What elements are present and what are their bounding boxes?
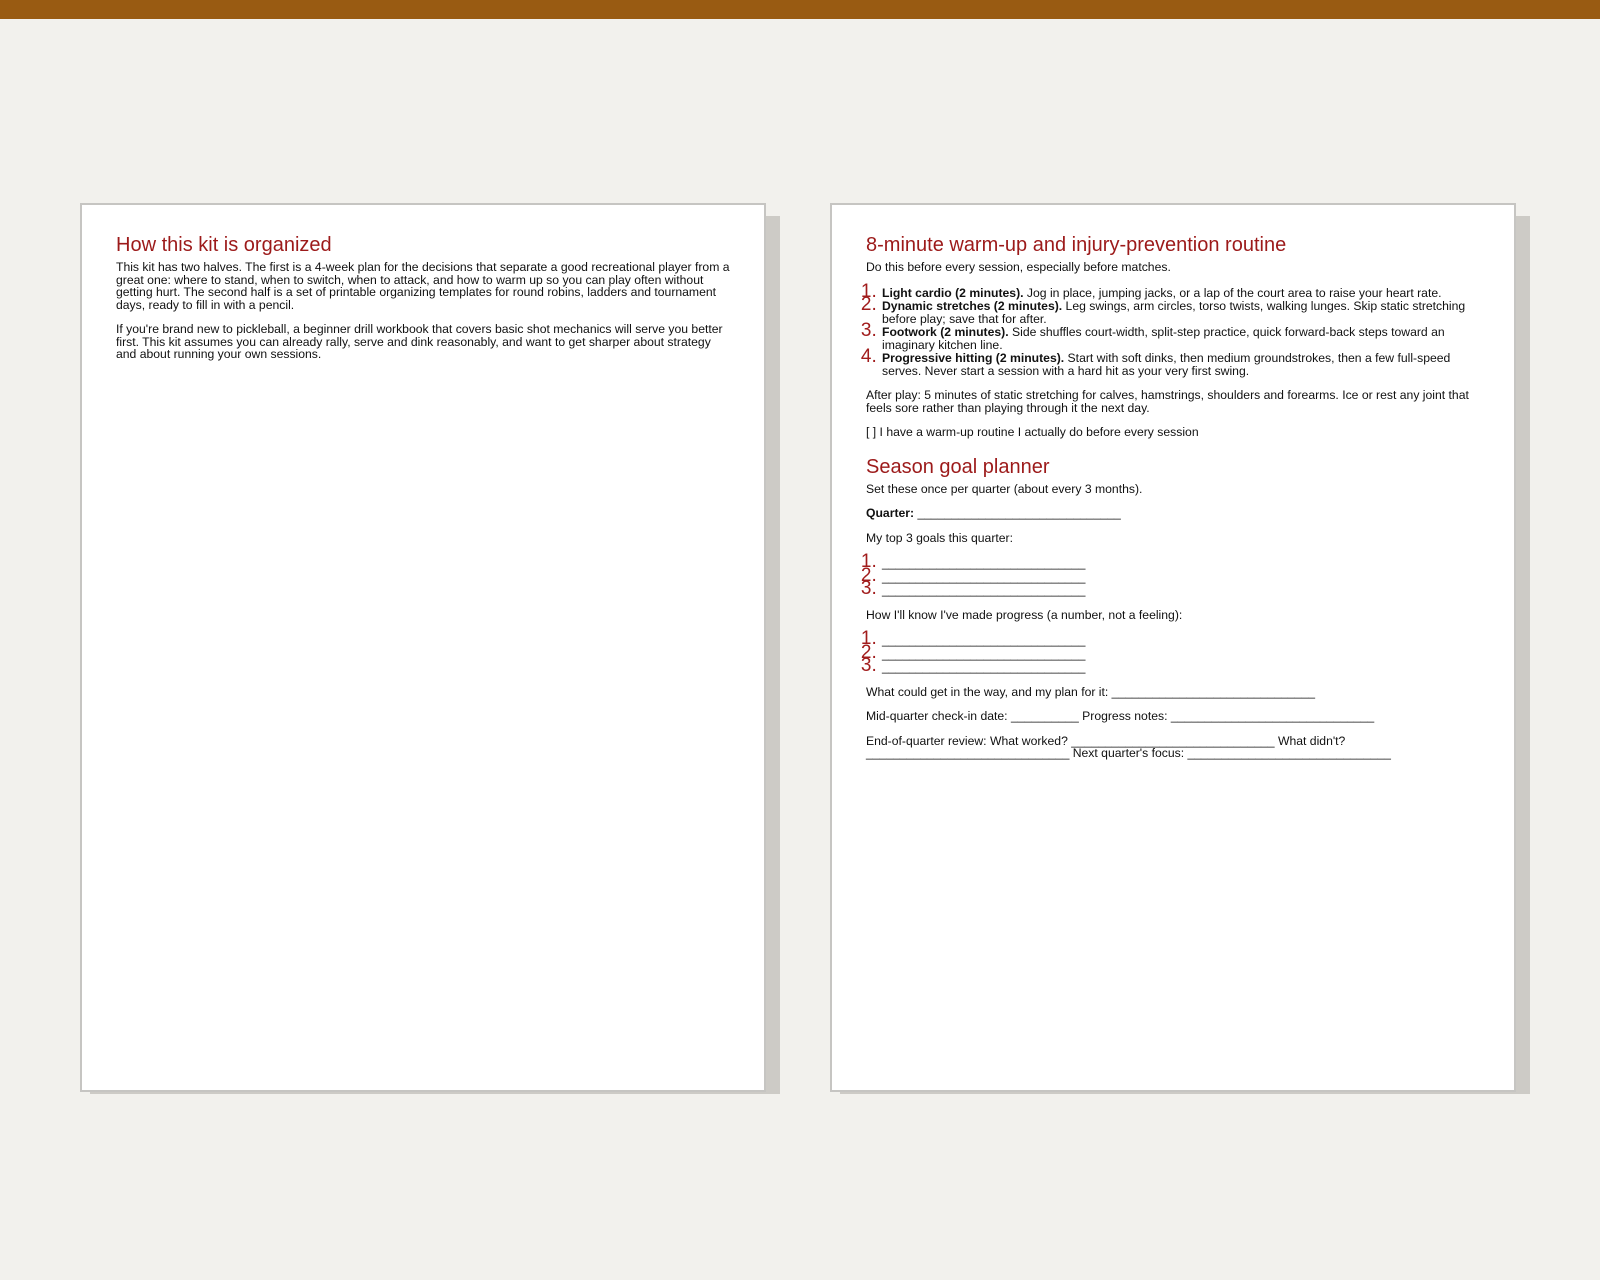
step-text: Start with soft dinks, then medium groundstrokes, then a few full-speed serves. Never start a session with a hard hit as your very first swing. xyxy=(882,351,1451,378)
page-right xyxy=(830,203,1516,1092)
step-title: Light cardio (2 minutes). xyxy=(882,285,1024,300)
goal-lines xyxy=(866,556,1480,597)
goals-label: My top 3 goals this quarter: xyxy=(866,530,1013,545)
list-item: 3. ______________________________ xyxy=(882,583,1480,597)
list-item xyxy=(882,351,1480,377)
season-intro: Set these once per quarter (about every 3 months). xyxy=(866,481,1143,496)
top-bar xyxy=(0,0,1600,19)
quarter-label: Quarter: xyxy=(866,506,915,520)
after-play: After play: 5 minutes of static stretching for calves, hamstrings, shoulders and forearms. Ice or rest any joint that feels sore rather than playing through it the next day. xyxy=(866,388,1469,415)
quarter-blank: ______________________________ xyxy=(914,506,1121,520)
list-item xyxy=(882,286,1480,300)
step-title: Progressive hitting (2 minutes). xyxy=(882,351,1065,365)
warmup-heading: 8-minute warm-up and injury-prevention routine xyxy=(866,234,1287,256)
progress-lines xyxy=(866,633,1480,674)
list-item xyxy=(882,299,1480,325)
paragraph: This kit has two halves. The first is a 4-week plan for the decisions that separate a good recreational player from a great one: where to stand, when to switch, when to attack, and how to warm up so you can play often without getting hurt. The second half is a set of printable organizing templates for round robins, ladders and tournament days, ready to fill in with a pencil. xyxy=(116,260,730,312)
step-text: Leg swings, arm circles, torso twists, walking lunges. Skip static stretching before play; save that for after. xyxy=(882,299,1466,326)
paragraph: If you're brand new to pickleball, a beginner drill workbook that covers basic shot mechanics will serve you better first. This kit assumes you can already rally, serve and dink reasonably, and want to get sharper about strategy and about running your own sessions. xyxy=(116,322,723,361)
season-heading: Season goal planner xyxy=(866,455,1050,478)
step-text: Jog in place, jumping jacks, or a lap of the court area to raise your heart rate. xyxy=(1023,285,1442,300)
step-title: Footwork (2 minutes). xyxy=(882,325,1009,339)
quarter-field xyxy=(866,507,1480,520)
list-item xyxy=(882,325,1480,351)
page-left xyxy=(80,203,766,1092)
step-title: Dynamic stretches (2 minutes). xyxy=(882,299,1063,313)
list-item: 2. ______________________________ xyxy=(882,570,1480,584)
review-line: End-of-quarter review: What worked? ______________________________ What didn't? ______________________________ Next quarter's focus: ______________________________ xyxy=(866,733,1391,760)
list-item: 3. ______________________________ xyxy=(882,660,1480,674)
warmup-steps xyxy=(866,286,1480,378)
warmup-intro: Do this before every session, especially before matches. xyxy=(866,260,1171,274)
progress-label: How I'll know I've made progress (a number, not a feeling): xyxy=(866,607,1183,622)
checkin-line: Mid-quarter check-in date: __________ Progress notes: ______________________________ xyxy=(866,709,1375,723)
obstacle-line: What could get in the way, and my plan for it: ______________________________ xyxy=(866,684,1316,699)
warmup-checkbox: [ ] I have a warm-up routine I actually do before every session xyxy=(866,425,1199,439)
list-item: 2. ______________________________ xyxy=(882,647,1480,661)
list-item: 1. ______________________________ xyxy=(882,556,1480,570)
section-heading: How this kit is organized xyxy=(116,234,332,256)
step-text: Side shuffles court-width, split-step practice, quick forward-back steps toward an imaginary kitchen line. xyxy=(882,325,1445,352)
list-item: 1. ______________________________ xyxy=(882,633,1480,647)
